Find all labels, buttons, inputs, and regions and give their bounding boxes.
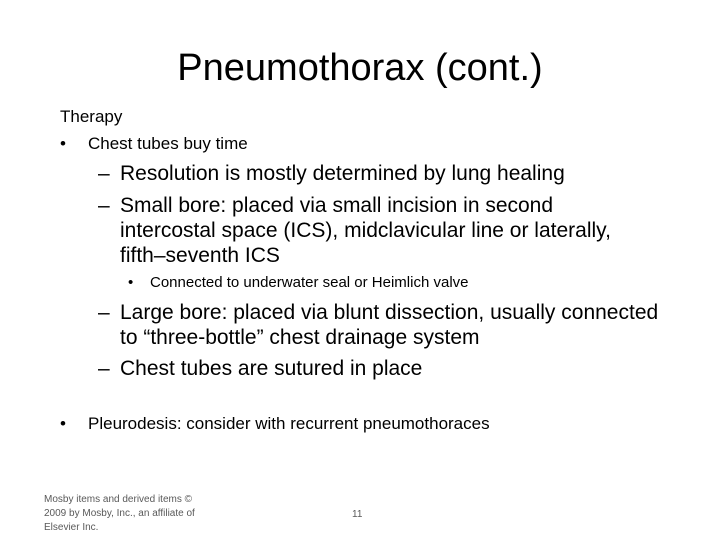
sub-sub-bullet-seal [128,273,469,293]
section-label-therapy: Therapy [60,107,123,126]
page-number: 11 [352,509,363,520]
bullet-glyph: • [60,414,66,433]
footer-copyright: Mosby items and derived items © 2009 by Mosby, Inc., an affiliate of Elsevier Inc. [44,494,195,533]
bullet-chest-tubes [60,133,248,155]
sub-bullet-text: Large bore: placed via blunt dissection, usually connected to “three-bottle” chest drainage system [120,301,659,349]
sub-bullet-large-bore [98,300,668,350]
bullet-glyph: • [60,134,66,153]
sub-bullet-text: Resolution is mostly determined by lung healing [120,162,565,185]
sub-sub-bullet-text: Connected to underwater seal or Heimlich valve [150,274,469,291]
slide-title: Pneumothorax (cont.) [177,47,543,89]
dash-glyph: – [98,162,110,185]
bullet-glyph: • [128,274,134,291]
bullet-text: Chest tubes buy time [88,134,248,153]
sub-bullet-small-bore [98,193,618,268]
sub-bullet-text: Chest tubes are sutured in place [120,357,423,380]
dash-glyph: – [98,357,110,380]
sub-bullet-resolution [98,161,688,186]
sub-bullet-text: Small bore: placed via small incision in second intercostal space (ICS), midclavicular line or laterally, fifth–seventh ICS [120,194,611,267]
sub-bullet-sutured [98,356,688,381]
bullet-pleurodesis [60,413,490,435]
dash-glyph: – [98,194,110,217]
bullet-text: Pleurodesis: consider with recurrent pneumothoraces [88,414,490,433]
dash-glyph: – [98,301,110,324]
